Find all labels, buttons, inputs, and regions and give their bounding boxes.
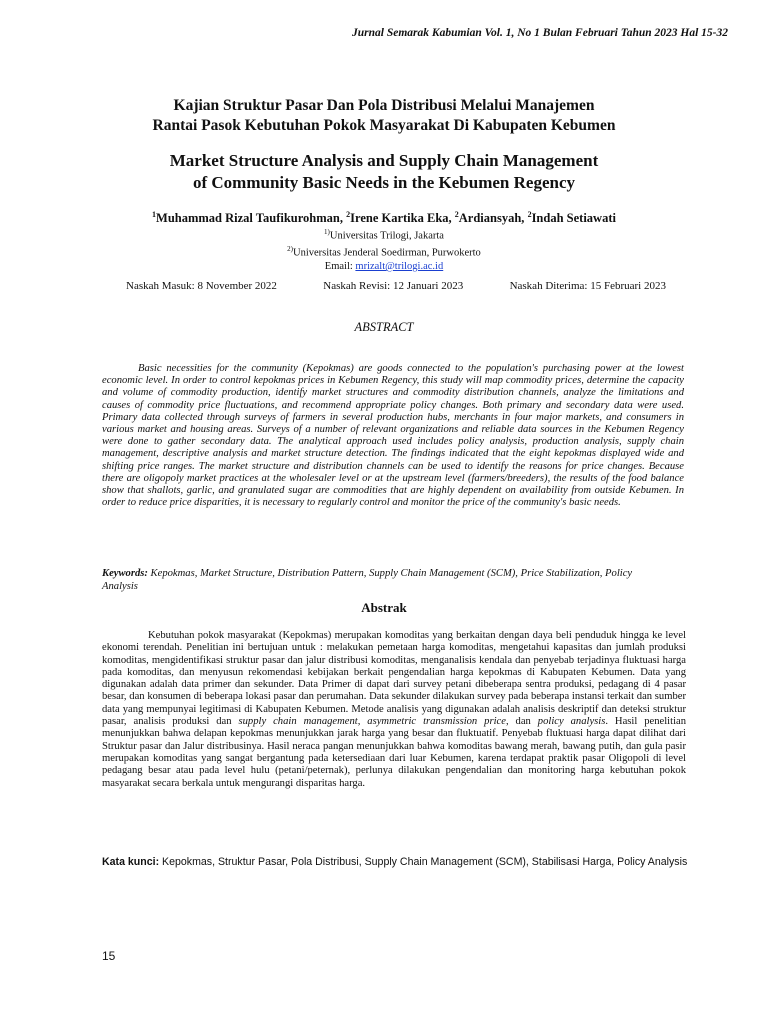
title-english — [0, 150, 768, 194]
affiliations — [0, 226, 768, 274]
title-en-line1: Market Structure Analysis and Supply Chain Management — [169, 151, 599, 170]
affiliation-text: Universitas Trilogi, Jakarta — [329, 230, 444, 242]
abstrak-italic2: policy analysis — [537, 716, 606, 728]
author-name: Muhammad Rizal Taufikurohman, — [156, 211, 347, 225]
affiliation-2 — [0, 243, 768, 260]
kata-kunci-text: Kepokmas, Struktur Pasar, Pola Distribusi, Supply Chain Management (SCM), Stabilisasi Harga, Policy Analysis — [159, 856, 688, 868]
abstrak-part3: . Hasil penelitian menunjukkan bahwa delapan kepokmas menunjukkan jarak harga yang besar dan fluktuatif. Penyebab fluktuasi harga dapat dilihat dari Struktur pasar dan Jalur distribusinya. Hasil neraca pangan menunjukkan bahwa komoditas bawang merah, bawang putih, dan gula pasir merupakan komoditas yang sangat bergantung pada ketersediaan dari luar Kebumen, karena terdapat praktik pasar Oligopoli di level pedagang besar atau pada level hulu (petani/peternak), perlunya dilakukan pengendalian dan monitoring harga kebutuhan pokok masyarakat secara berkala untuk mengurangi disparitas harga. — [102, 716, 687, 789]
journal-header: Jurnal Semarak Kabumian Vol. 1, No 1 Bulan Februari Tahun 2023 Hal 15-32 — [352, 27, 728, 39]
title-id-line1: Kajian Struktur Pasar Dan Pola Distribusi Melalui Manajemen — [173, 97, 595, 114]
abstract-body: Basic necessities for the community (Kepokmas) are goods connected to the population's purchasing power at the lowest economic level. In order to control kepokmas prices in Kebumen Regency, this study will map commodity prices, determine the capacity and volume of commodity production, identify market structures and commodity distribution channels, analyze the limitations and causes of commodity price fluctuations, and recommend appropriate policy changes. Both primary and secondary data were used. Primary data collected through surveys of farmers in several production hubs, merchants in four major markets, and consumers in various market and housing areas. Surveys of a number of relevant organizations and reliable data sources in the Kebumen Regency were done to gather secondary data. The analytical approach used includes policy analysis, production analysis, supply chain management, descriptive analysis and market structure detection. The findings indicated that the eight kepokmas displayed wide and shifting price ranges. The market structure and distribution channels can be used to identify the reasons for price changes. Because there are oligopoly market practices at the wholesaler level or at the upstream level (farmers/breeders), the results of the food balance show that shallots, garlic, and granulated sugar are commodities that are highly dependent on availability from outside Kebumen. In order to reduce price disparities, it is necessary to regularly control and monitor the price of the community's basic needs. — [102, 363, 684, 509]
abstract-heading: ABSTRACT — [354, 320, 414, 334]
kata-kunci-label: Kata kunci: — [102, 856, 160, 868]
date-accepted: Naskah Diterima: 15 Februari 2023 — [509, 280, 666, 292]
author-sup: 2 — [346, 210, 351, 219]
author-name: Irene Kartika Eka, — [350, 211, 455, 225]
keywords — [102, 568, 662, 593]
kata-kunci — [102, 856, 692, 869]
affiliation-1 — [0, 226, 768, 243]
author-list — [0, 211, 768, 226]
email-line — [0, 260, 768, 274]
abstrak-italic1: supply chain management, asymmetric transmission price — [238, 716, 506, 728]
keywords-label: Keywords: — [102, 568, 148, 579]
affiliation-sup: 2) — [287, 245, 294, 253]
affiliation-text: Universitas Jenderal Soedirman, Purwokerto — [293, 247, 481, 259]
title-en-line2: of Community Basic Needs in the Kebumen Regency — [192, 173, 575, 192]
keywords-text: Kepokmas, Market Structure, Distribution Pattern, Supply Chain Management (SCM), Price Stabilization, Policy Analysis — [102, 568, 633, 592]
abstrak-body — [102, 630, 686, 790]
manuscript-dates — [126, 280, 666, 292]
title-id-line2: Rantai Pasok Kebutuhan Pokok Masyarakat Di Kabupaten Kebumen — [152, 117, 616, 134]
page-number: 15 — [102, 949, 116, 963]
title-indonesian — [0, 96, 768, 136]
author-sup: 1 — [152, 210, 157, 219]
author-name: Ardiansyah, — [458, 211, 528, 225]
author-name: Indah Setiawati — [531, 211, 616, 225]
abstrak-part1: Kebutuhan pokok masyarakat (Kepokmas) merupakan komoditas yang berkaitan dengan daya beli penduduk hingga ke level ekonomi terendah. Penelitian ini bertujuan untuk : melakukan pemetaan harga komoditas, mengetahui kapasitas dan jumlah produksi komoditas, mengidentifikasi struktur pasar dan jalur distribusi komoditas, menganalisis kendala dan penyebab terjadinya fluktuasi harga pada komoditas, dan menyusun rekomendasi kebijakan berkait pengendalian harga kepokmas di Kabupaten Kebumen. Data yang digunakan adalah data primer dan sekunder. Data Primer di dapat dari survey petani dibeberapa sentra produksi, pedagang di 4 pasar besar, dan konsumen di beberapa lokasi pasar dan perumahan. Data sekunder dilakukan survey pada beberapa instansi terkait dan sumber data yang mempunyai legitimasi di Kabupaten Kebumen. Metode analisis yang digunakan adalah analisis deskriptif dan deteksi struktur pasar, analisis produksi dan — [102, 630, 686, 728]
abstrak-heading: Abstrak — [361, 600, 407, 615]
abstrak-part2: , dan — [505, 716, 538, 728]
author-sup: 2 — [454, 210, 459, 219]
author-sup: 2 — [527, 210, 532, 219]
date-submitted: Naskah Masuk: 8 November 2022 — [126, 280, 277, 292]
date-revised: Naskah Revisi: 12 Januari 2023 — [323, 280, 464, 292]
email-label: Email: — [324, 261, 356, 272]
affiliation-sup: 1) — [324, 228, 330, 236]
email-link[interactable]: mrizalt@trilogi.ac.id — [355, 261, 444, 272]
